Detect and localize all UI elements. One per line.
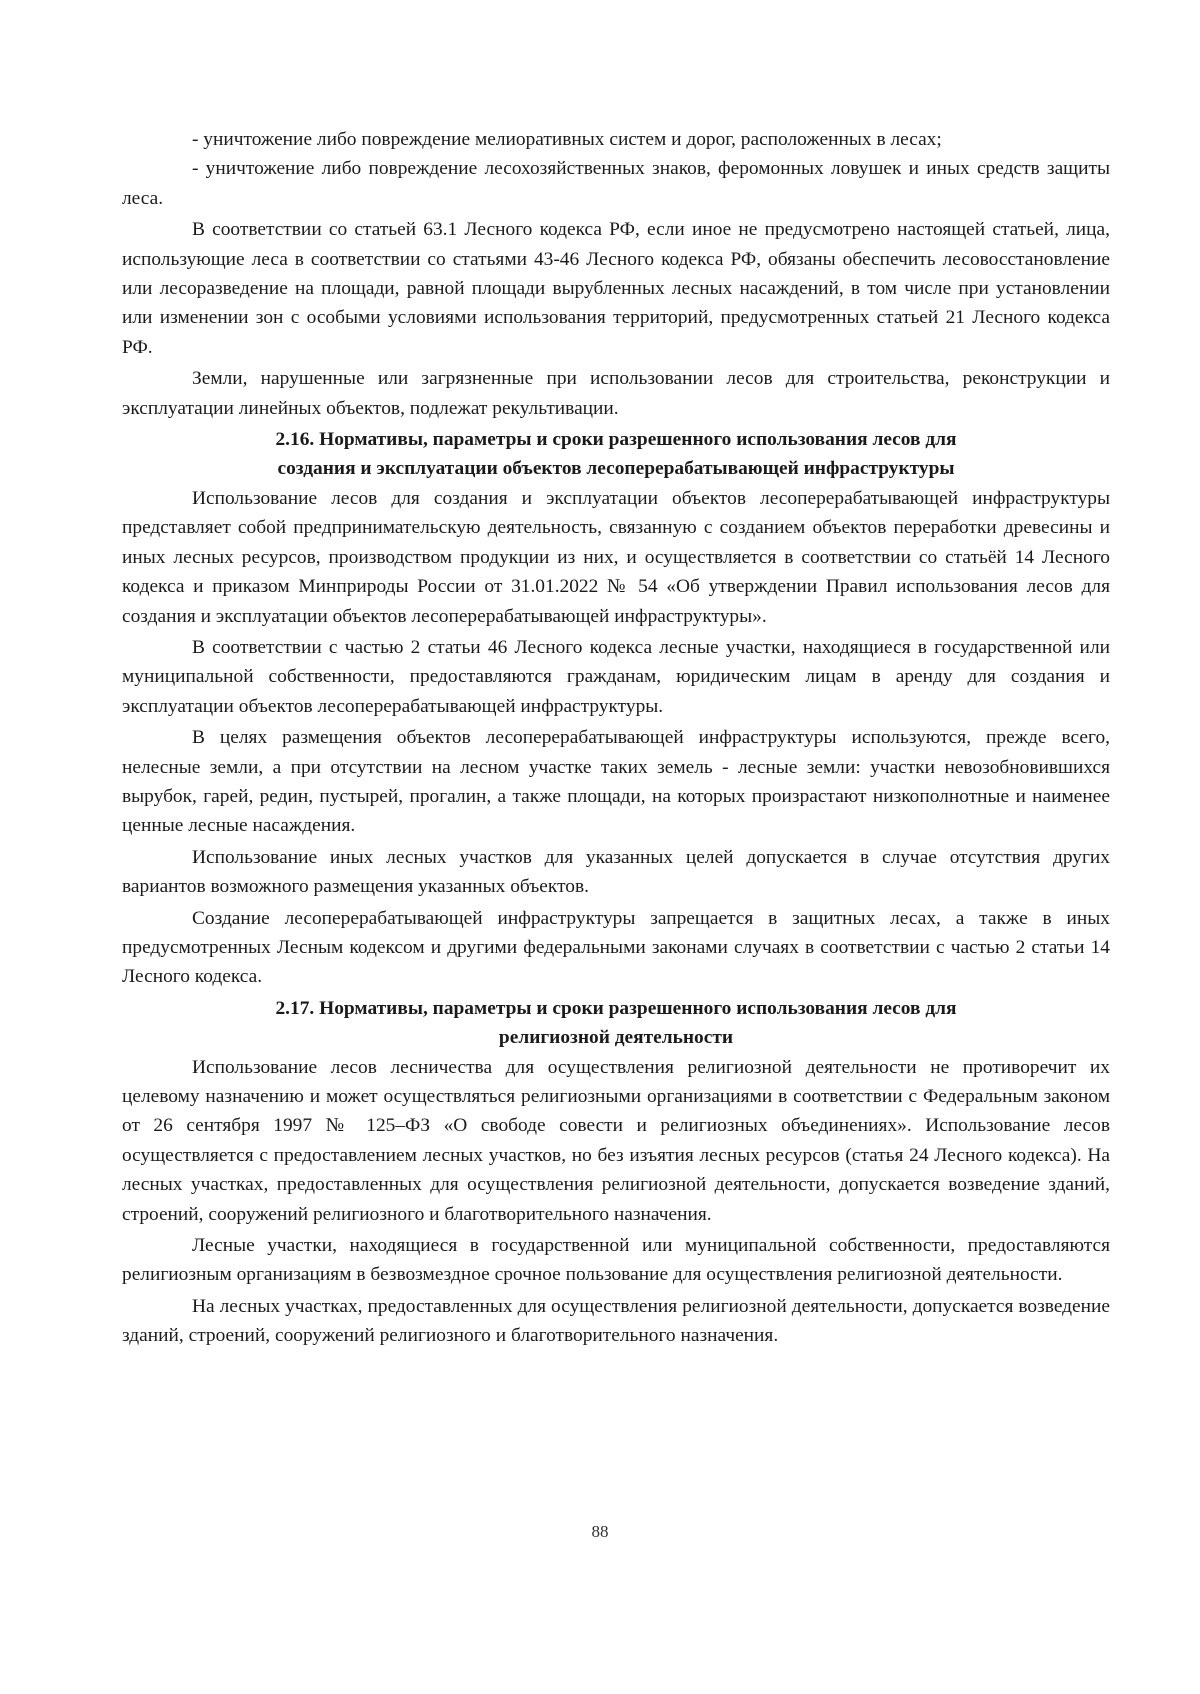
paragraph-216-5: Создание лесоперерабатывающей инфраструктуры запрещается в защитных лесах, а также в иных предусмотренных Лесным кодексом и другими федеральными законами случаях в соответствии с частью 2 статьи 14 Лесного кодекса.	[122, 907, 1110, 988]
section-heading-2-17-line2: религиозной деятельности	[498, 1027, 734, 1049]
paragraph-216-4: Использование иных лесных участков для указанных целей допускается в случае отсутствия других вариантов возможного размещения указанных объектов.	[122, 846, 1110, 898]
page-number: 88	[591, 1522, 609, 1541]
section-heading-2-16-line2: создания и эксплуатации объектов лесоперерабатывающей инфраструктуры	[277, 458, 955, 480]
section-heading-2-17-line1: 2.17. Нормативы, параметры и сроки разрешенного использования лесов для	[275, 997, 957, 1019]
paragraph-article-63-1: В соответствии со статьей 63.1 Лесного кодекса РФ, если иное не предусмотрено настоящей статьей, лица, использующие леса в соответствии со статьями 43-46 Лесного кодекса РФ, обязаны обеспечить лесовосстановление или лесоразведение на площади, равной площади вырубленных лесных насаждений, в том числе при установлении или изменении зон с особыми условиями использования территорий, предусмотренных статьей 21 Лесного кодекса РФ.	[122, 219, 1110, 358]
paragraph-217-2: Лесные участки, находящиеся в государственной или муниципальной собственности, предоставляются религиозным организациям в безвозмездное срочное пользование для осуществления религиозной деятельности.	[122, 1235, 1110, 1286]
section-heading-2-16	[122, 425, 1110, 484]
paragraph-217-1: Использование лесов лесничества для осуществления религиозной деятельности не противоречит их целевому назначению и может осуществляться религиозными организациями в соответствии с Федеральным законом от 26 сентября 1997 № 125–ФЗ «О свободе совести и религиозных объединениях». Использование лесов осуществляется с предоставлением лесных участков, но без изъятия лесных ресурсов (статья 24 Лесного кодекса). На лесных участках, предоставленных для осуществления религиозной деятельности, допускается возведение зданий, строений, сооружений религиозного и благотворительного назначения.	[122, 1056, 1110, 1225]
paragraph-217-3: На лесных участках, предоставленных для осуществления религиозной деятельности, допускается возведение зданий, строений, сооружений религиозного и благотворительного назначения.	[122, 1295, 1110, 1347]
document-page	[122, 125, 1110, 1351]
paragraph-list-item-2: - уничтожение либо повреждение лесохозяйственных знаков, феромонных ловушек и иных средств защиты леса.	[122, 158, 1110, 209]
section-heading-2-16-line1: 2.16. Нормативы, параметры и сроки разрешенного использования лесов для	[275, 429, 957, 451]
paragraph-list-item-1: - уничтожение либо повреждение мелиоративных систем и дорог, расположенных в лесах;	[192, 129, 942, 150]
paragraph-216-1: Использование лесов для создания и эксплуатации объектов лесоперерабатывающей инфраструктуры представляет собой предпринимательскую деятельность, связанную с созданием объектов переработки древесины и иных лесных ресурсов, производством продукции из них, и осуществляется в соответствии со статьёй 14 Лесного кодекса и приказом Минприроды России от 31.01.2022 № 54 «Об утверждении Правил использования лесов для создания и эксплуатации объектов лесоперерабатывающей инфраструктуры».	[122, 487, 1110, 627]
paragraph-land-recultivation: Земли, нарушенные или загрязненные при использовании лесов для строительства, реконструкции и эксплуатации линейных объектов, подлежат рекультивации.	[122, 368, 1110, 419]
paragraph-216-2: В соответствии с частью 2 статьи 46 Лесного кодекса лесные участки, находящиеся в государственной или муниципальной собственности, предоставляются гражданам, юридическим лицам в аренду для создания и эксплуатации объектов лесоперерабатывающей инфраструктуры.	[122, 636, 1110, 717]
paragraph-216-3: В целях размещения объектов лесоперерабатывающей инфраструктуры используются, прежде всего, нелесные земли, а при отсутствии на лесном участке таких земель - лесные земли: участки невозобновившихся вырубок, гарей, редин, пустырей, прогалин, а также площади, на которых произрастают низкополнотные и наименее ценные лесные насаждения.	[122, 727, 1110, 837]
section-heading-2-17	[122, 994, 1110, 1053]
